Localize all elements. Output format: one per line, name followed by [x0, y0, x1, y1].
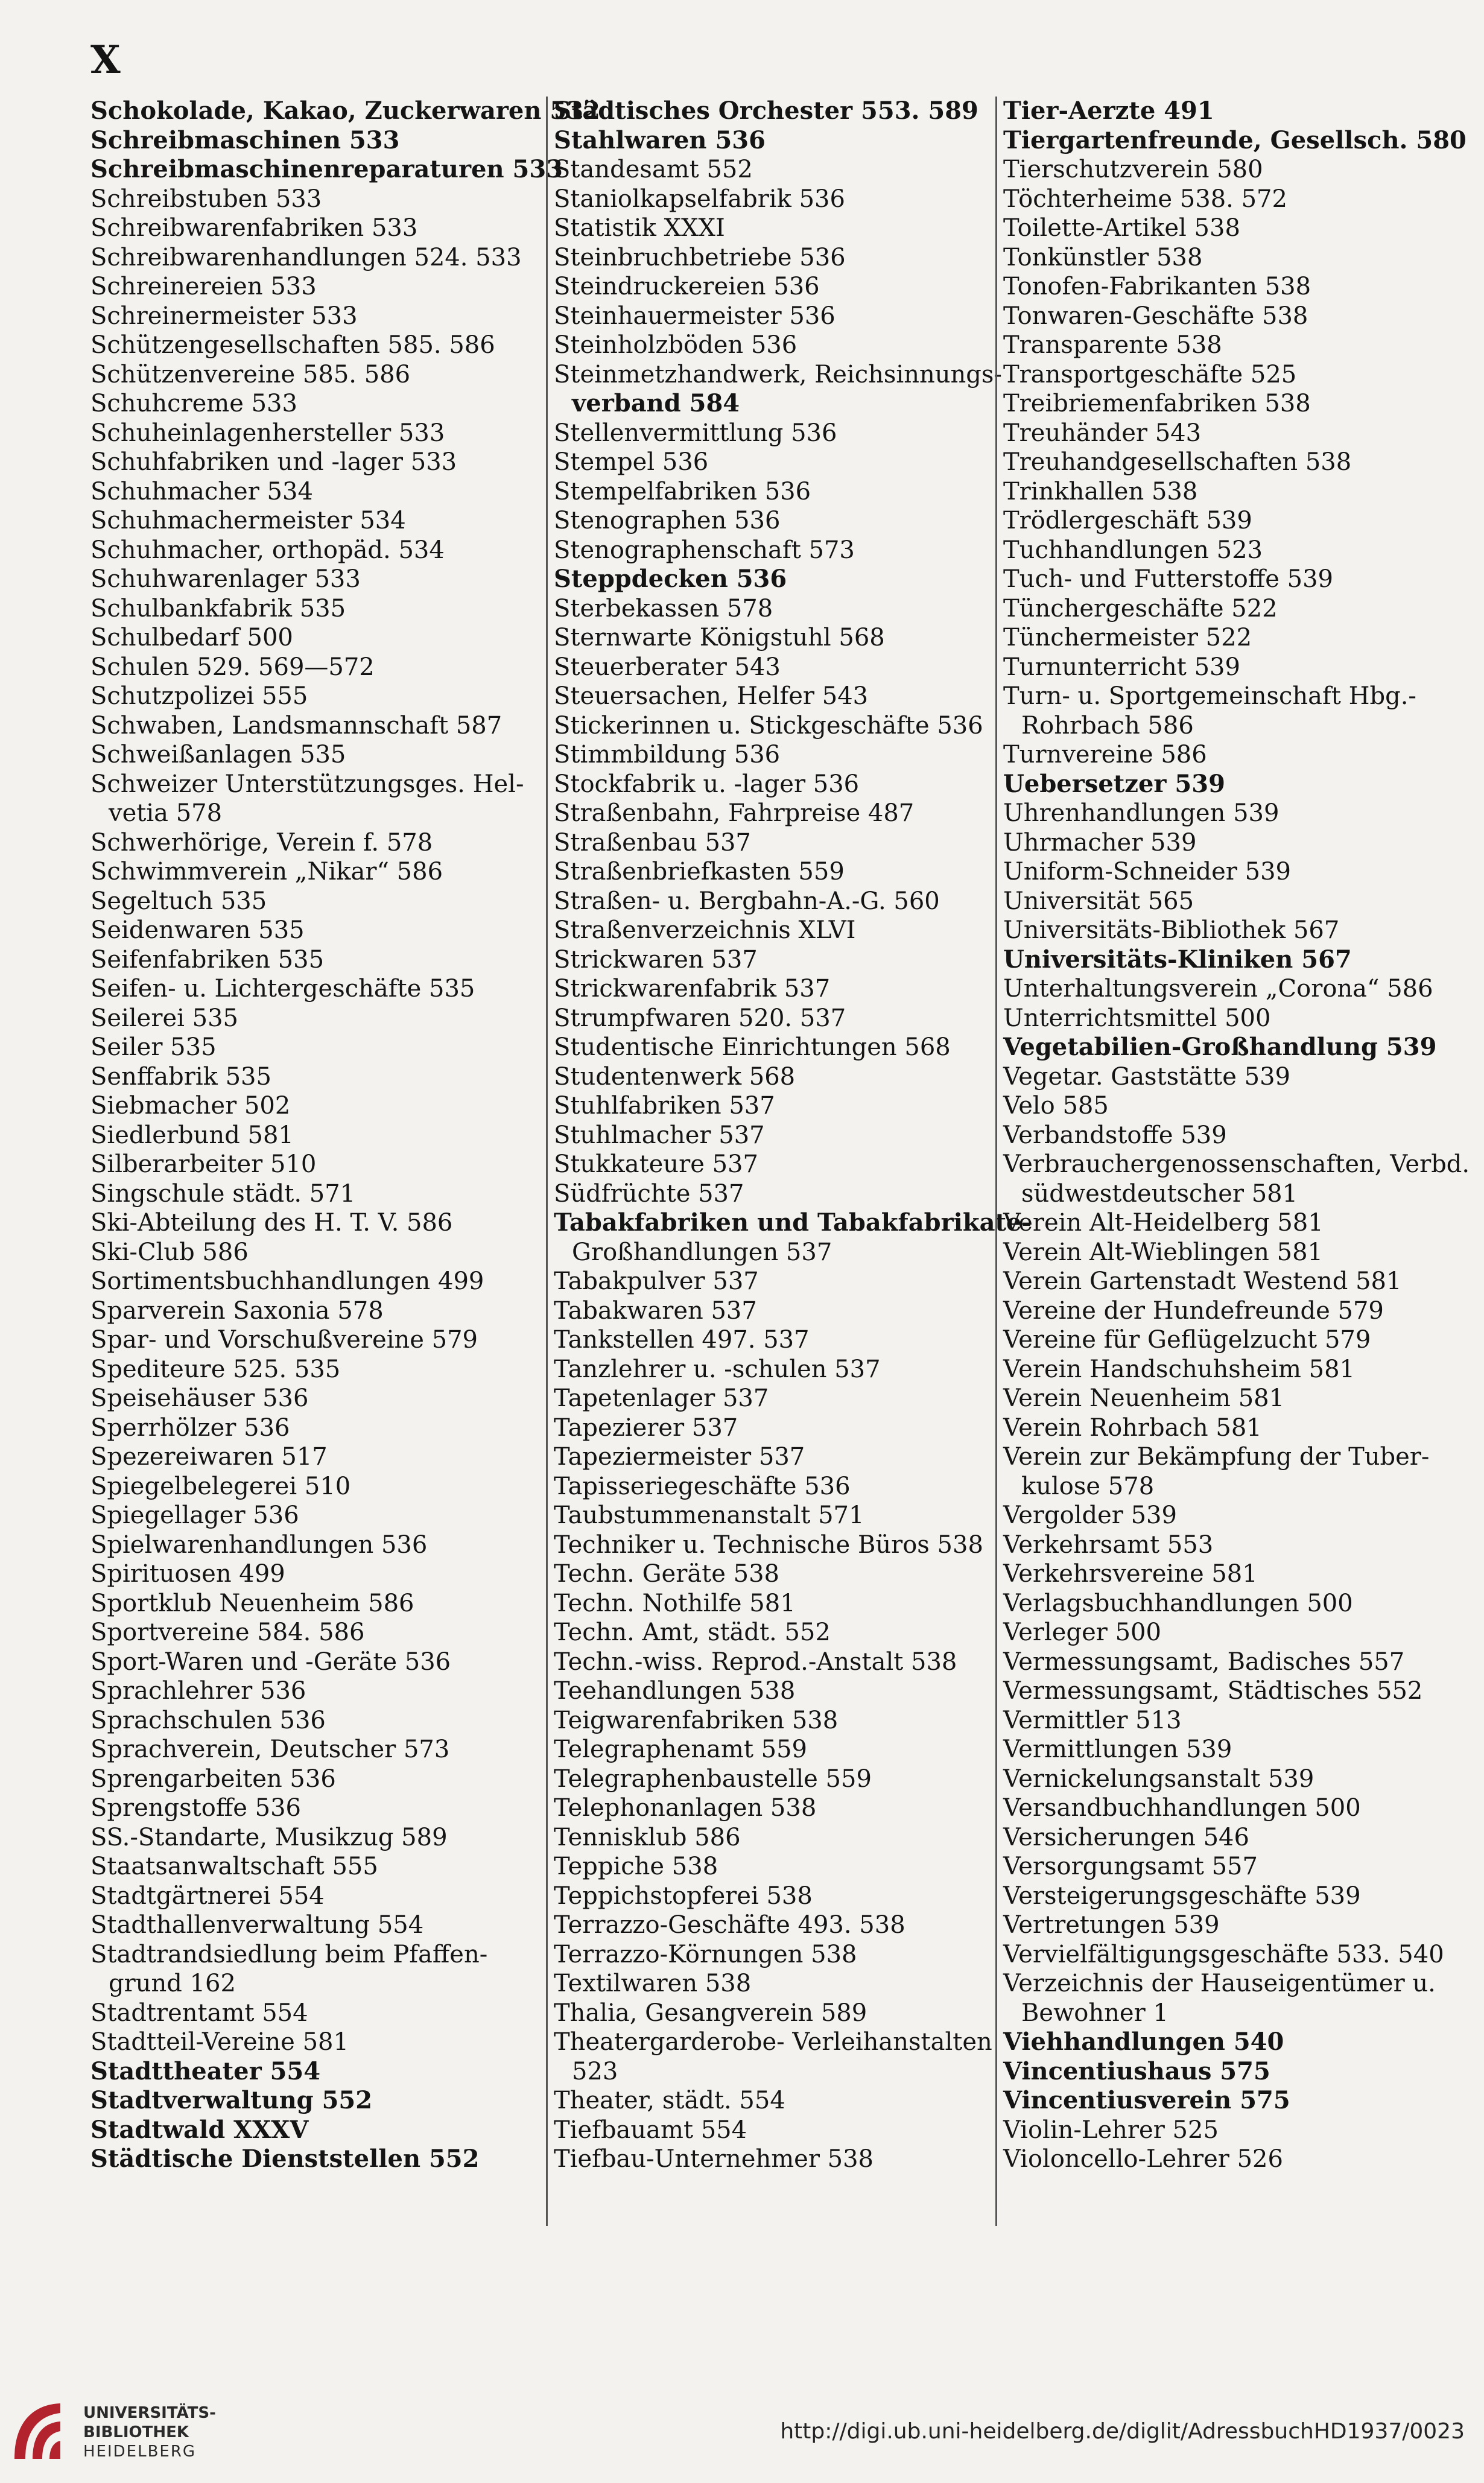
index-entry: Telegraphenbaustelle 559: [554, 1765, 872, 1793]
library-logo-text: [83, 2403, 216, 2461]
index-entry: Universität 565: [1003, 887, 1194, 915]
index-entry: Stukkateure 537: [554, 1150, 758, 1178]
index-entry: Steppdecken 536: [554, 565, 787, 593]
index-entry: Vermittler 513: [1003, 1706, 1182, 1734]
index-entry: Spiegelbelegerei 510: [90, 1472, 351, 1500]
index-entry: Verleger 500: [1003, 1619, 1161, 1646]
index-entry: Stadttheater 554: [90, 2056, 321, 2085]
index-entry-continuation: Rohrbach 586: [1021, 711, 1194, 740]
index-entry: Tapisseriegeschäfte 536: [554, 1472, 851, 1500]
index-entry: Strumpfwaren 520. 537: [554, 1004, 846, 1032]
index-entry: Transparente 538: [1003, 331, 1222, 359]
index-entry: Spediteure 525. 535: [90, 1355, 341, 1383]
index-entry: Schuhfabriken und -lager 533: [90, 448, 457, 476]
index-entry: Universitäts-Bibliothek 567: [1003, 916, 1340, 944]
index-entry: Silberarbeiter 510: [90, 1150, 317, 1178]
index-entry: Verein Neuenheim 581: [1003, 1384, 1285, 1412]
index-entry: Statistik XXXI: [554, 214, 725, 242]
index-entry: Spielwarenhandlungen 536: [90, 1530, 428, 1559]
index-entry: Verlagsbuchhandlungen 500: [1003, 1589, 1353, 1617]
page-number: X: [90, 37, 121, 83]
index-entry: Schuheinlagenhersteller 533: [90, 419, 445, 447]
index-entry: Thalia, Gesangverein 589: [554, 1999, 867, 2027]
logo-line-3: HEIDELBERG: [83, 2443, 197, 2461]
index-entry: Versandbuchhandlungen 500: [1003, 1794, 1361, 1822]
index-entry: Straßenbriefkasten 559: [554, 858, 845, 886]
index-entry: Transportgeschäfte 525: [1003, 360, 1297, 388]
library-logo: [8, 2399, 216, 2466]
index-entry: Stempel 536: [554, 448, 709, 476]
index-entry: Violin-Lehrer 525: [1003, 2116, 1219, 2144]
index-entry: Tapetenlager 537: [554, 1384, 769, 1412]
index-entry-continuation: 523: [572, 2057, 618, 2085]
index-entry: Teehandlungen 538: [554, 1677, 796, 1705]
index-entry: Sprachschulen 536: [90, 1706, 326, 1734]
logo-line-1: UNIVERSITÄTS-: [83, 2404, 216, 2422]
index-entry: Standesamt 552: [554, 156, 753, 183]
index-entry: Treuhänder 543: [1003, 419, 1202, 447]
index-entry: Vincentiusverein 575: [1003, 2086, 1290, 2114]
index-entry: Steuersachen, Helfer 543: [554, 682, 869, 710]
index-entry-continuation: grund 162: [109, 1970, 236, 1997]
index-entry: Schreibwarenhandlungen 524. 533: [90, 243, 522, 271]
index-entry: Tier-Aerzte 491: [1003, 97, 1214, 125]
index-entry: Trinkhallen 538: [1003, 477, 1198, 506]
index-entry: Steinbruchbetriebe 536: [554, 243, 846, 271]
index-entry: Verkehrsvereine 581: [1003, 1560, 1258, 1588]
index-entry: Sperrhölzer 536: [90, 1413, 290, 1442]
index-column-2: [546, 97, 1032, 2226]
index-entry: Stadthallenverwaltung 554: [90, 1911, 424, 1939]
index-entry: Tankstellen 497. 537: [554, 1326, 810, 1354]
index-entry: Techn. Amt, städt. 552: [554, 1619, 831, 1646]
index-entry: Siebmacher 502: [90, 1092, 291, 1120]
index-entry-continuation: Bewohner 1: [1021, 1999, 1168, 2027]
index-entry: Stahlwaren 536: [554, 125, 766, 154]
index-entry: Trödlergeschäft 539: [1003, 507, 1252, 534]
index-entry: Tonwaren-Geschäfte 538: [1003, 302, 1308, 330]
index-entry: Seilerei 535: [90, 1004, 238, 1032]
index-entry: Studentenwerk 568: [554, 1062, 796, 1091]
index-entry: Unterrichtsmittel 500: [1003, 1004, 1271, 1032]
index-entry: Schuhcreme 533: [90, 390, 297, 417]
index-entry: Töchterheime 538. 572: [1003, 185, 1287, 213]
index-entry: Sportvereine 584. 586: [90, 1619, 365, 1646]
index-entry: Verkehrsamt 553: [1003, 1530, 1214, 1559]
index-entry: Teppichstopferei 538: [554, 1882, 813, 1910]
index-entry: Tabakpulver 537: [554, 1267, 759, 1295]
index-entry: Turn- u. Sportgemeinschaft Hbg.-: [1003, 682, 1416, 710]
index-entry: Schutzpolizei 555: [90, 682, 308, 710]
index-entry: Spezereiwaren 517: [90, 1443, 328, 1471]
index-entry: Stadtgärtnerei 554: [90, 1882, 325, 1910]
index-entry: Verein Rohrbach 581: [1003, 1413, 1262, 1442]
index-entry: Turnunterricht 539: [1003, 653, 1240, 681]
index-entry: Schreibmaschinenreparaturen 533: [90, 155, 563, 183]
footer: [0, 2374, 1484, 2483]
index-entry: Versicherungen 546: [1003, 1823, 1249, 1851]
index-entry: Terrazzo-Körnungen 538: [554, 1940, 857, 1968]
index-entry: Schreibstuben 533: [90, 185, 322, 213]
index-entry: Schulbedarf 500: [90, 624, 293, 652]
index-entry: Techn. Geräte 538: [554, 1560, 780, 1588]
index-entry: Sport-Waren und -Geräte 536: [90, 1647, 451, 1676]
index-entry: Schweißanlagen 535: [90, 741, 346, 769]
index-entry: Vegetabilien-Großhandlung 539: [1003, 1033, 1437, 1061]
index-entry: Schwaben, Landsmannschaft 587: [90, 711, 503, 740]
index-entry: Toilette-Artikel 538: [1003, 214, 1240, 242]
index-entry: Sparverein Saxonia 578: [90, 1296, 384, 1325]
index-entry: Schuhmacher 534: [90, 477, 313, 506]
index-entry: Ski-Club 586: [90, 1238, 249, 1266]
index-entry: Uniform-Schneider 539: [1003, 858, 1291, 886]
index-entry: Vermittlungen 539: [1003, 1736, 1232, 1763]
index-entry: Techn.-wiss. Reprod.-Anstalt 538: [554, 1647, 957, 1676]
index-entry: Siedlerbund 581: [90, 1121, 294, 1149]
index-entry: Schreinereien 533: [90, 273, 317, 300]
index-entry: Stadtrandsiedlung beim Pfaffen-: [90, 1940, 488, 1968]
index-entry: Tabakwaren 537: [554, 1296, 757, 1325]
index-entry: Universitäts-Kliniken 567: [1003, 945, 1352, 974]
index-entry: Tonofen-Fabrikanten 538: [1003, 273, 1311, 300]
index-entry: Stempelfabriken 536: [554, 477, 811, 506]
index-entry: Vereine für Geflügelzucht 579: [1003, 1326, 1371, 1354]
index-entry: Vertretungen 539: [1003, 1911, 1220, 1939]
index-entry: Schulbankfabrik 535: [90, 594, 346, 623]
index-entry: Südfrüchte 537: [554, 1179, 744, 1208]
index-entry: Stadtwald XXXV: [90, 2115, 309, 2144]
index-entry: Städtische Dienststellen 552: [90, 2145, 480, 2173]
index-entry: Spirituosen 499: [90, 1560, 285, 1588]
index-entry: Stuhlmacher 537: [554, 1121, 765, 1149]
index-entry: Tuchhandlungen 523: [1003, 536, 1263, 564]
index-entry-continuation: vetia 578: [109, 799, 223, 827]
index-entry: Sprengarbeiten 536: [90, 1765, 336, 1793]
source-url-link[interactable]: http://digi.ub.uni-heidelberg.de/diglit/AdressbuchHD1937/0023: [780, 2419, 1465, 2444]
index-entry: Treuhandgesellschaften 538: [1003, 448, 1352, 476]
index-entry: Steinholzböden 536: [554, 331, 797, 359]
index-entry: Singschule städt. 571: [90, 1179, 356, 1208]
index-entry: Vervielfältigungsgeschäfte 533. 540: [1003, 1940, 1444, 1968]
index-entry: Tennisklub 586: [554, 1823, 741, 1851]
index-entry: Techn. Nothilfe 581: [554, 1589, 796, 1617]
index-entry: Schreibmaschinen 533: [90, 125, 400, 154]
index-entry: Straßenbau 537: [554, 828, 751, 857]
index-entry: Steinhauermeister 536: [554, 302, 836, 330]
index-entry: Teppiche 538: [554, 1853, 718, 1880]
index-entry: Uebersetzer 539: [1003, 769, 1225, 798]
library-logo-icon: [8, 2399, 66, 2466]
index-entry-continuation: südwestdeutscher 581: [1021, 1179, 1298, 1208]
index-entry: Schuhmacher, orthopäd. 534: [90, 536, 445, 564]
index-entry: Theater, städt. 554: [554, 2087, 785, 2114]
index-entry: Verein zur Bekämpfung der Tuber-: [1003, 1443, 1430, 1471]
index-entry: Textilwaren 538: [554, 1970, 752, 1997]
index-entry: Tapeziermeister 537: [554, 1443, 805, 1471]
index-entry: Tanzlehrer u. -schulen 537: [554, 1355, 881, 1383]
index-entry: Stenographenschaft 573: [554, 536, 855, 564]
index-entry: Straßen- u. Bergbahn-A.-G. 560: [554, 887, 940, 915]
index-entry: Tiergartenfreunde, Gesellsch. 580: [1003, 125, 1467, 154]
index-entry: Telegraphenamt 559: [554, 1736, 807, 1763]
index-entry: Stadtrentamt 554: [90, 1999, 308, 2027]
index-entry: Tierschutzverein 580: [1003, 156, 1263, 183]
index-entry: Seifenfabriken 535: [90, 945, 325, 974]
index-entry: Stadtteil-Vereine 581: [90, 2028, 349, 2056]
index-entry: Vegetar. Gaststätte 539: [1003, 1062, 1290, 1091]
index-entry: Schuhmachermeister 534: [90, 507, 406, 534]
index-entry: Verein Handschuhsheim 581: [1003, 1355, 1356, 1383]
index-entry: Ski-Abteilung des H. T. V. 586: [90, 1209, 453, 1237]
index-entry: Schwimmverein „Nikar“ 586: [90, 858, 443, 886]
index-entry: Uhrmacher 539: [1003, 828, 1197, 857]
index-entry: Staniolkapselfabrik 536: [554, 185, 845, 213]
index-entry: Tapezierer 537: [554, 1413, 738, 1442]
index-entry: Sterbekassen 578: [554, 594, 773, 623]
index-entry: Speisehäuser 536: [90, 1384, 309, 1412]
index-entry: Stenographen 536: [554, 507, 781, 534]
index-column-3: [995, 97, 1470, 2226]
index-entry: Versteigerungsgeschäfte 539: [1003, 1882, 1361, 1910]
index-entry: Sprachlehrer 536: [90, 1677, 306, 1705]
index-entry: Stuhlfabriken 537: [554, 1092, 775, 1120]
index-entry: Verein Alt-Wieblingen 581: [1003, 1238, 1323, 1266]
index-entry: Vernickelungsanstalt 539: [1003, 1765, 1314, 1793]
index-entry: Seidenwaren 535: [90, 916, 305, 944]
index-entry: Schwerhörige, Verein f. 578: [90, 828, 433, 857]
index-entry: Teigwarenfabriken 538: [554, 1706, 839, 1734]
index-entry: Vergolder 539: [1003, 1502, 1177, 1529]
index-entry: Vermessungsamt, Städtisches 552: [1003, 1677, 1423, 1705]
index-entry: Vincentiushaus 575: [1003, 2056, 1270, 2085]
index-entry: Theatergarderobe- Verleihanstalten: [554, 2028, 992, 2056]
index-entry: Stellenvermittlung 536: [554, 419, 837, 447]
index-entry: Schulen 529. 569—572: [90, 653, 375, 681]
index-entry: Städtisches Orchester 553. 589: [554, 97, 978, 125]
index-entry: Steindruckereien 536: [554, 273, 820, 300]
index-entry: Strickwarenfabrik 537: [554, 975, 831, 1003]
index-entry: Tünchergeschäfte 522: [1003, 594, 1278, 623]
index-entry: Verein Gartenstadt Westend 581: [1003, 1267, 1402, 1295]
index-entry-continuation: Großhandlungen 537: [572, 1238, 832, 1266]
index-entry: Taubstummenanstalt 571: [554, 1502, 864, 1529]
index-entry: Schweizer Unterstützungsges. Hel-: [90, 770, 524, 798]
index-entry: Turnvereine 586: [1003, 741, 1207, 769]
index-entry: Stadtverwaltung 552: [90, 2086, 373, 2114]
index-entry: Stockfabrik u. -lager 536: [554, 770, 860, 798]
index-entry: Spar- und Vorschußvereine 579: [90, 1326, 478, 1354]
index-entry-continuation: kulose 578: [1021, 1472, 1155, 1500]
index-entry: Tiefbau-Unternehmer 538: [554, 2145, 874, 2173]
index-entry: Staatsanwaltschaft 555: [90, 1853, 378, 1880]
index-entry: Straßenbahn, Fahrpreise 487: [554, 799, 915, 827]
index-entry: Verbrauchergenossenschaften, Verbd.: [1003, 1150, 1470, 1178]
index-entry: Spiegellager 536: [90, 1502, 299, 1529]
index-entry: Sternwarte Königstuhl 568: [554, 624, 885, 652]
index-entry: Techniker u. Technische Büros 538: [554, 1530, 983, 1559]
index-entry: Vermessungsamt, Badisches 557: [1003, 1647, 1405, 1676]
index-entry: Tiefbauamt 554: [554, 2116, 747, 2144]
index-entry: Schreinermeister 533: [90, 302, 358, 330]
index-entry: Violoncello-Lehrer 526: [1003, 2145, 1283, 2173]
index-entry: Sortimentsbuchhandlungen 499: [90, 1267, 484, 1295]
index-entry: Steinmetzhandwerk, Reichsinnungs-: [554, 360, 1002, 388]
index-entry: Verzeichnis der Hauseigentümer u.: [1003, 1970, 1436, 1997]
index-entry: Sprachverein, Deutscher 573: [90, 1736, 450, 1763]
index-entry: Vereine der Hundefreunde 579: [1003, 1296, 1384, 1325]
index-entry: Verein Alt-Heidelberg 581: [1003, 1209, 1324, 1237]
index-entry: Senffabrik 535: [90, 1062, 271, 1091]
index-entry: Tonkünstler 538: [1003, 243, 1203, 271]
index-entry: Schokolade, Kakao, Zuckerwaren 532: [90, 97, 600, 125]
index-entry: Schützenvereine 585. 586: [90, 360, 411, 388]
index-entry: Viehhandlungen 540: [1003, 2028, 1284, 2056]
index-entry: Tuch- und Futterstoffe 539: [1003, 565, 1333, 593]
index-entry: Uhrenhandlungen 539: [1003, 799, 1279, 827]
index-entry: Versorgungsamt 557: [1003, 1853, 1258, 1880]
index-entry: Verbandstoffe 539: [1003, 1121, 1227, 1149]
index-entry: Strickwaren 537: [554, 945, 758, 974]
index-entry: Unterhaltungsverein „Corona“ 586: [1003, 975, 1433, 1003]
index-entry: Tünchermeister 522: [1003, 624, 1252, 652]
index-entry: Seifen- u. Lichtergeschäfte 535: [90, 975, 475, 1003]
index-entry: Seiler 535: [90, 1033, 217, 1061]
index-entry: Treibriemenfabriken 538: [1003, 390, 1311, 417]
index-entry: Straßenverzeichnis XLVI: [554, 916, 856, 944]
index-entry: Segeltuch 535: [90, 887, 267, 915]
index-entry: Schreibwarenfabriken 533: [90, 214, 418, 242]
index-entry: Schuhwarenlager 533: [90, 565, 361, 593]
index-entry: Telephonanlagen 538: [554, 1794, 817, 1822]
index-entry: Stickerinnen u. Stickgeschäfte 536: [554, 711, 983, 740]
index-entry: SS.-Standarte, Musikzug 589: [90, 1823, 448, 1851]
index-entry: Schützengesellschaften 585. 586: [90, 331, 495, 359]
index-entry: Steuerberater 543: [554, 653, 781, 681]
index-entry: Tabakfabriken und Tabakfabrikate-: [554, 1208, 1032, 1237]
logo-line-2: BIBLIOTHEK: [83, 2423, 189, 2441]
index-entry-continuation: verband 584: [572, 389, 740, 417]
index-columns: [90, 97, 1470, 2226]
index-entry: Stimmbildung 536: [554, 741, 781, 769]
index-entry: Sprengstoffe 536: [90, 1794, 302, 1822]
index-entry: Terrazzo-Geschäfte 493. 538: [554, 1911, 905, 1939]
index-entry: Sportklub Neuenheim 586: [90, 1589, 414, 1617]
index-entry: Velo 585: [1003, 1092, 1109, 1120]
index-entry: Studentische Einrichtungen 568: [554, 1033, 951, 1061]
